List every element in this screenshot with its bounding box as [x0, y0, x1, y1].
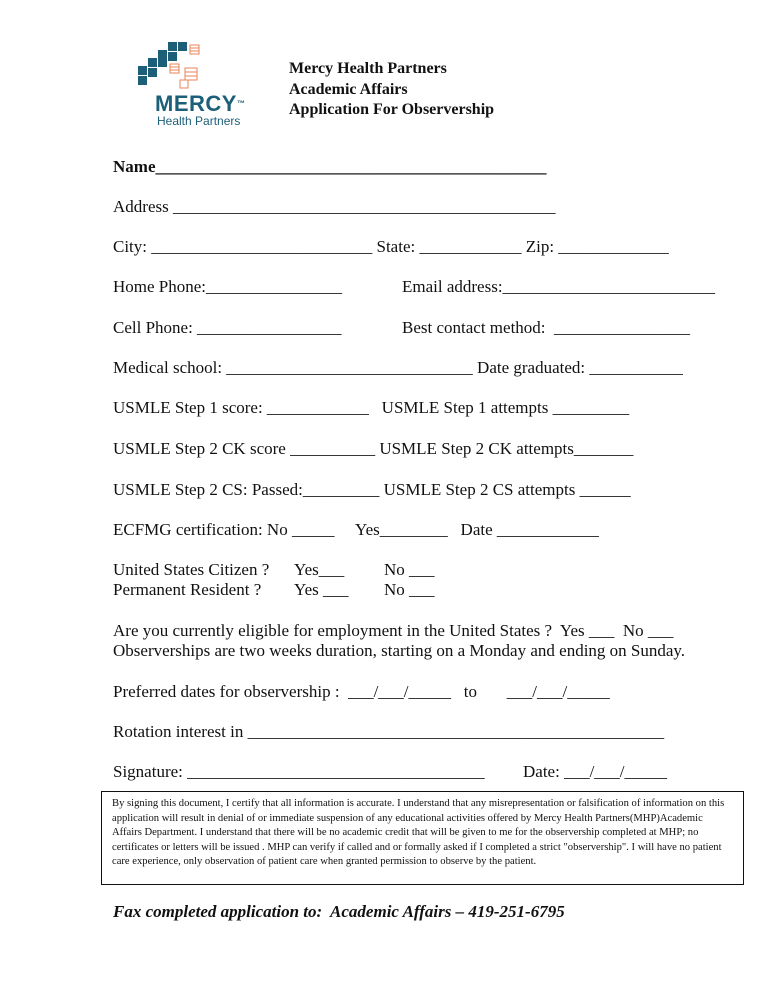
- fax-instructions: Fax completed application to: Academic Affairs – 419-251-6795: [113, 902, 565, 921]
- logo-wordmark: [155, 93, 245, 128]
- resident-no-field[interactable]: No ___: [384, 580, 435, 599]
- org-name: Mercy Health Partners: [289, 60, 447, 77]
- name-field[interactable]: Name______________________________________________: [113, 157, 547, 176]
- department: Academic Affairs: [289, 81, 408, 98]
- email-field[interactable]: Email address:_________________________: [402, 277, 716, 296]
- form-title: Application For Observership: [289, 101, 495, 118]
- medical-school-field[interactable]: Medical school: _____________________________ Date graduated: ___________: [113, 358, 683, 377]
- logo-subtitle: Health Partners: [157, 114, 241, 128]
- citizen-label: United States Citizen ?: [113, 560, 270, 579]
- address-field[interactable]: Address _____________________________________________: [113, 197, 556, 216]
- preferred-dates-field[interactable]: Preferred dates for observership : ___/___/_____ to ___/___/_____: [113, 682, 610, 701]
- logo-word: MERCY: [155, 91, 237, 116]
- best-contact-field[interactable]: Best contact method: ________________: [402, 318, 691, 337]
- citizen-yes-field[interactable]: Yes___: [294, 560, 345, 579]
- date-field[interactable]: Date: ___/___/_____: [523, 762, 668, 781]
- usmle-step2cs-field[interactable]: USMLE Step 2 CS: Passed:_________ USMLE Step 2 CS attempts ______: [113, 480, 631, 499]
- home-phone-field[interactable]: Home Phone:________________: [113, 277, 343, 296]
- disclaimer-box: By signing this document, I certify that all information is accurate. I understand that any misrepresentation or falsification of information on this application will result in denial of or immediate suspension of any educational activities offered by Mercy Health Partners(MHP)Academic Affairs Department. I understand that there will be no academic credit that will be given to me for the observership completed at MHP; no certificates or letters will be issued . MHP can verify if called and or formally asked if I completed a strict "observership". I will have no patient care experience, only observation of patient care when granted permission to observe by the patient.: [101, 791, 744, 885]
- ecfmg-field[interactable]: ECFMG certification: No _____ Yes________ Date ____________: [113, 520, 599, 539]
- signature-field[interactable]: Signature: ___________________________________: [113, 762, 485, 781]
- city-state-zip-field[interactable]: City: __________________________ State: ____________ Zip: _____________: [113, 237, 669, 256]
- duration-note: Observerships are two weeks duration, starting on a Monday and ending on Sunday.: [113, 641, 686, 660]
- usmle-step2ck-field[interactable]: USMLE Step 2 CK score __________ USMLE Step 2 CK attempts_______: [113, 439, 634, 458]
- logo-trademark: ™: [236, 99, 246, 108]
- rotation-interest-field[interactable]: Rotation interest in _________________________________________________: [113, 722, 665, 741]
- resident-yes-field[interactable]: Yes ___: [294, 580, 349, 599]
- citizen-no-field[interactable]: No ___: [384, 560, 435, 579]
- resident-label: Permanent Resident ?: [113, 580, 262, 599]
- cell-phone-field[interactable]: Cell Phone: _________________: [113, 318, 342, 337]
- usmle-step1-field[interactable]: USMLE Step 1 score: ____________ USMLE Step 1 attempts _________: [113, 398, 630, 417]
- eligibility-field[interactable]: Are you currently eligible for employment in the United States ? Yes ___ No ___: [113, 621, 674, 640]
